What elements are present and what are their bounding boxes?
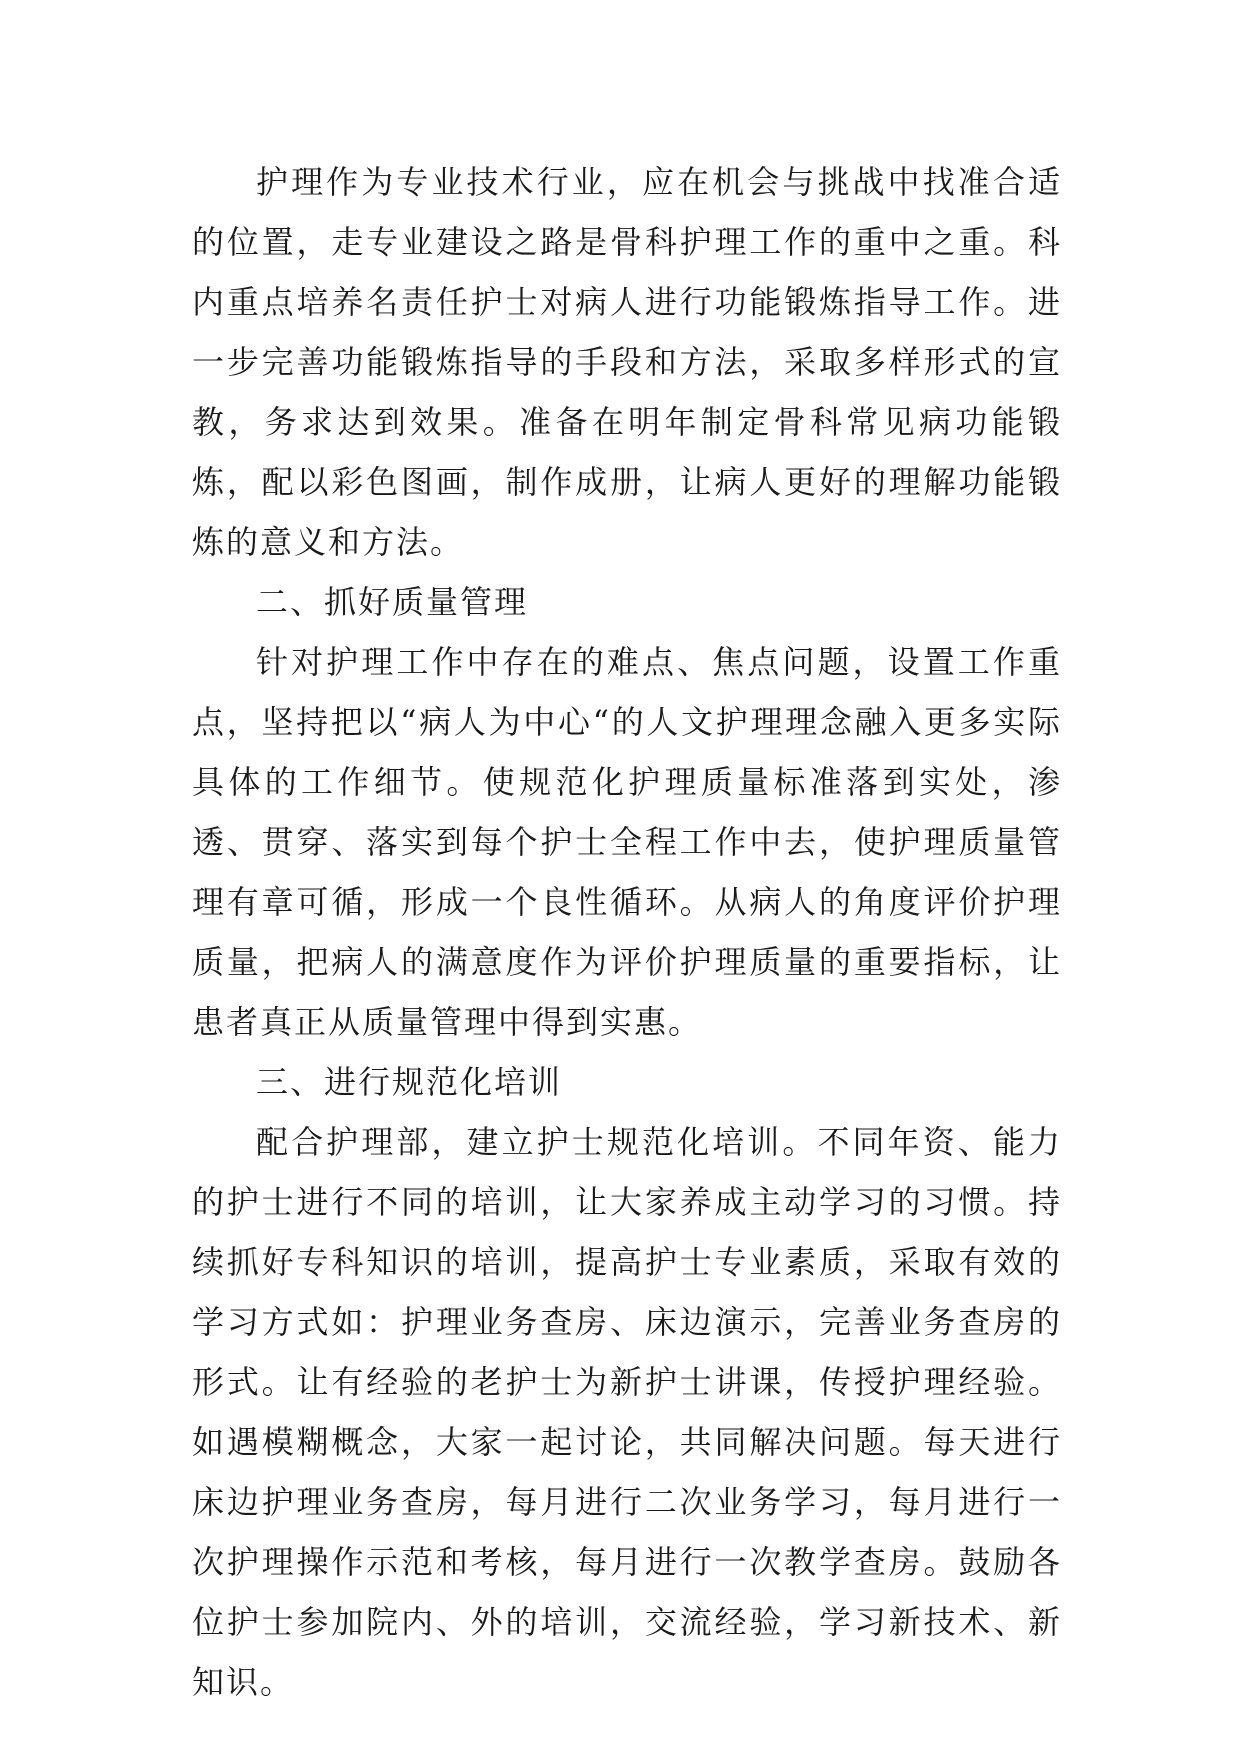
paragraph-professional-development: 护理作为专业技术行业，应在机会与挑战中找准合适的位置，走专业建设之路是骨科护理工作的重中之重。科内重点培养名责任护士对病人进行功能锻炼指导工作。进一步完善功能锻炼指导的手段和方法，采取多样形式的宣教，务求达到效果。准备在明年制定骨科常见病功能锻炼，配以彩色图画，制作成册，让病人更好的理解功能锻炼的意义和方法。 (192, 163, 1062, 561)
paragraph-standardized-training: 配合护理部，建立护士规范化培训。不同年资、能力的护士进行不同的培训，让大家养成主动学习的习惯。持续抓好专科知识的培训，提高护士专业素质，采取有效的学习方式如：护理业务查房、床边演示，完善业务查房的形式。让有经验的老护士为新护士讲课，传授护理经验。如遇模糊概念，大家一起讨论，共同解决问题。每天进行床边护理业务查房，每月进行二次业务学习，每月进行一次护理操作示范和考核，每月进行一次教学查房。鼓励各位护士参加院内、外的培训，交流经验，学习新技术、新知识。 (192, 1123, 1062, 1701)
paragraph-quality-management: 针对护理工作中存在的难点、焦点问题，设置工作重点，坚持把以“病人为中心“的人文护理理念融入更多实际具体的工作细节。使规范化护理质量标准落到实处，渗透、贯穿、落实到每个护士全程工作中去，使护理质量管理有章可循，形成一个良性循环。从病人的角度评价护理质量，把病人的满意度作为评价护理质量的重要指标，让患者真正从质量管理中得到实惠。 (192, 643, 1062, 1041)
heading-standardized-training: 三、进行规范化培训 (256, 1063, 563, 1101)
heading-quality-management: 二、抓好质量管理 (256, 583, 529, 621)
document-body (192, 152, 1062, 1712)
